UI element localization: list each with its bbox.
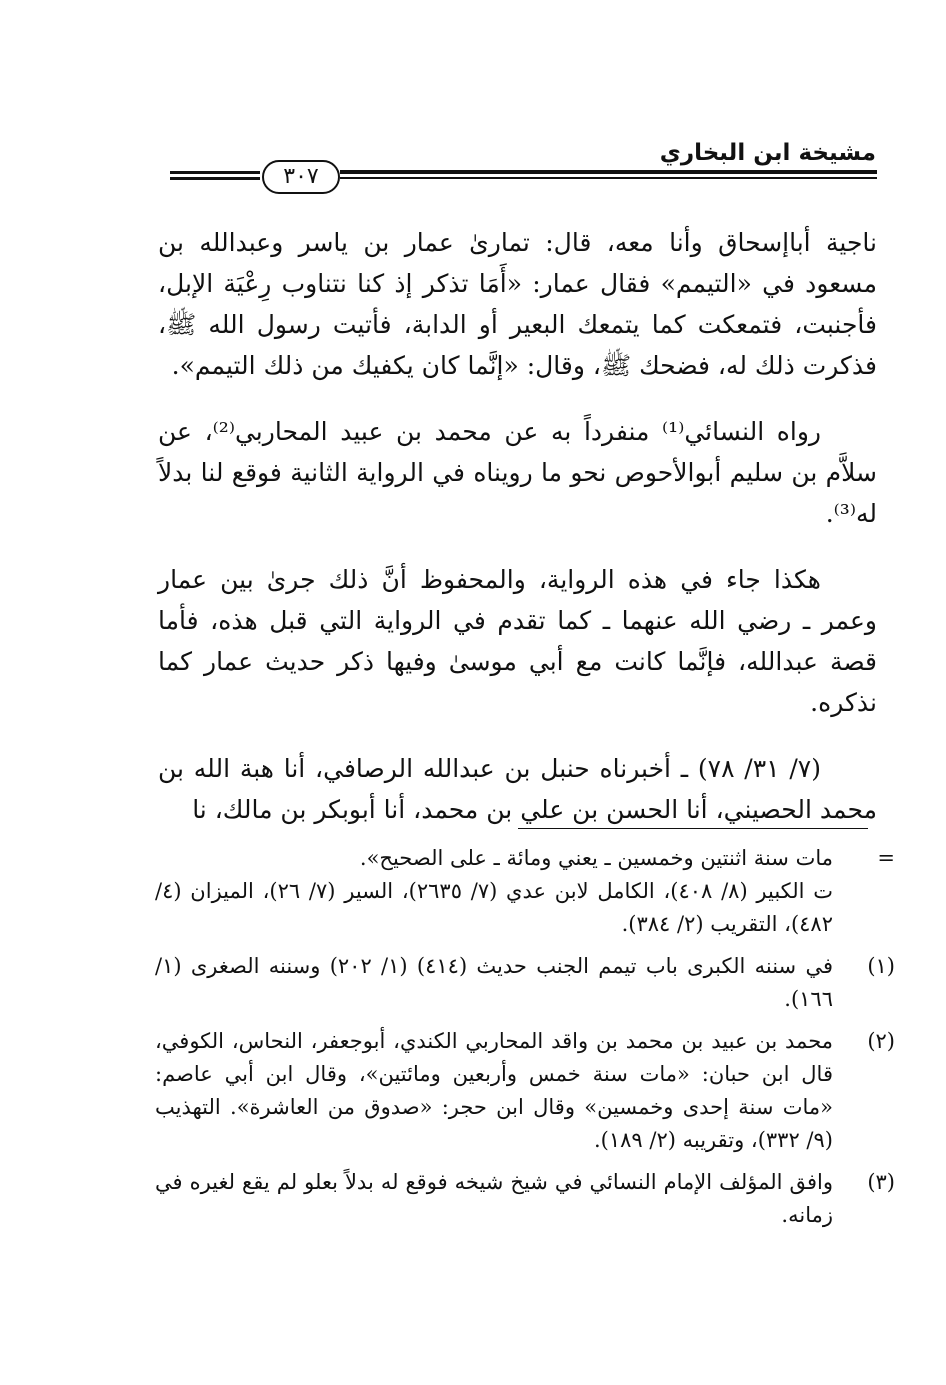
footnote-continued	[155, 842, 895, 941]
footnote-line: ت الكبير (٨/ ٤٠٨)، الكامل لابن عدي (٧/ ٢٦٣٥)، السير (٧/ ٢٦)، الميزان (٤/ ٤٨٢)، التقريب (٢/ ٣٨٤).	[155, 879, 834, 936]
page-number: ٣٠٧	[283, 164, 319, 189]
footnote-2	[155, 1025, 895, 1157]
paragraph-1: ناجية أباإسحاق وأنا معه، قال: تمارىٰ عمار بن ياسر وعبدالله بن مسعود في «التيمم» فقال عمار: «أَمَا تذكر إذ كنا نتناوب رِعْيَة الإبل، فأجنبت، فتمعكت كما يتمعك البعير أو الدابة، فأتيت رسول الله ﷺ، فذكرت ذلك له، فضحك ﷺ، وقال: «إنَّما كان يكفيك من ذلك التيمم».	[158, 228, 877, 380]
main-text	[158, 222, 877, 855]
footnote-line: وافق المؤلف الإمام النسائي في شيخ شيخه فوقع له بدلاً بعلو لم يقع لغيره في زمانه.	[155, 1170, 833, 1227]
footnote-marker: (٣)	[867, 1170, 895, 1194]
footnote-1	[155, 950, 895, 1016]
running-title: مشيخة ابن البخاري	[659, 140, 876, 166]
paragraph-3: هكذا جاء في هذه الرواية، والمحفوظ أنَّ ذلك جرىٰ بين عمار وعمر ـ رضي الله عنهما ـ كما تقدم في الرواية التي قبل هذه، فأما قصة عبدالله، فإنَّما كانت مع أبي موسىٰ وفيها ذكر حديث عمار كما نذكره.	[158, 565, 877, 717]
header-rule-right	[340, 170, 877, 184]
footnote-marker: =	[877, 846, 895, 870]
footnote-separator	[518, 828, 868, 829]
paragraph-4: (٧/ ٣١/ ٧٨) ـ أخبرناه حنبل بن عبدالله الرصافي، أنا هبة الله بن محمد الحصيني، أنا الحسن بن علي بن محمد، أنا أبوبكر بن مالك، نا	[158, 754, 877, 824]
footnote-line: محمد بن عبيد بن محمد بن واقد المحاربي الكندي، أبوجعفر، النحاس، الكوفي، قال ابن حبان: «مات سنة خمس وأربعين ومائتين»، وقال ابن أبي عاصم: «مات سنة إحدى وخمسين» وقال ابن حجر: «صدوق من العاشرة». التهذيب (٩/ ٣٣٢)، وتقريبه (٢/ ١٨٩).	[155, 1029, 833, 1152]
header-rule-left	[170, 171, 260, 183]
footnote-3	[155, 1166, 895, 1232]
footnote-marker: (١)	[867, 954, 895, 978]
footnote-line: في سننه الكبرى باب تيمم الجنب حديث (٤١٤) (١/ ٢٠٢) وسننه الصغرى (١/ ١٦٦).	[155, 954, 833, 1011]
footnote-line: مات سنة اثنتين وخمسين ـ يعني ومائة ـ على الصحيح».	[359, 846, 833, 870]
footnote-marker: (٢)	[867, 1029, 895, 1053]
paragraph-2: رواه النسائي⁽¹⁾ منفرداً به عن محمد بن عبيد المحاربي⁽²⁾، عن سلاَّم بن سليم أبوالأحوص نحو ما رويناه في الرواية الثانية فوقع لنا بدلاً له⁽³⁾.	[158, 417, 877, 528]
footnotes	[155, 842, 895, 1241]
page-number-frame	[262, 160, 340, 194]
